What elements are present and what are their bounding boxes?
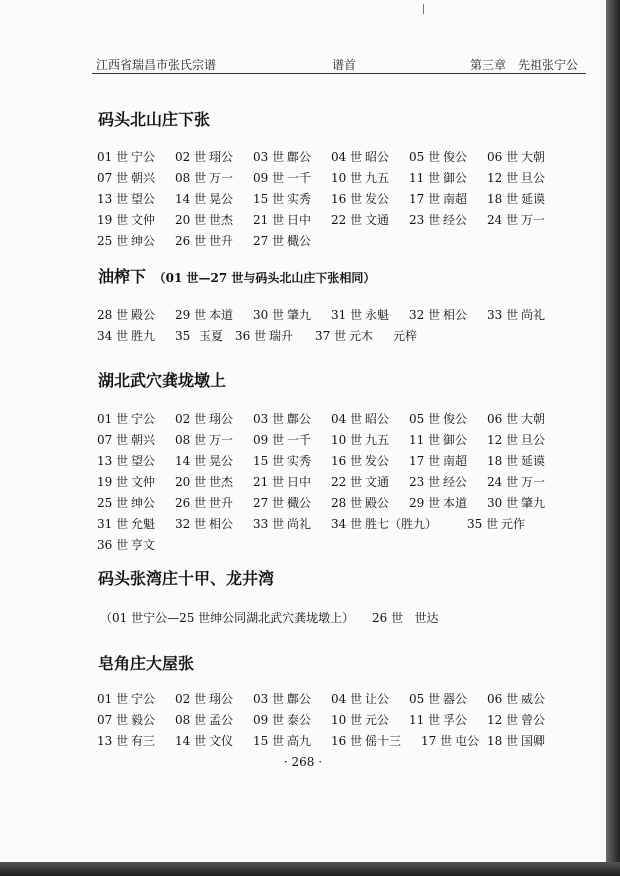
generation-entry: 07 世 朝兴 (97, 433, 156, 447)
generation-entry: 13 世 望公 (97, 192, 156, 206)
section-note: （01 世宁公—25 世绅公同湖北武穴龚垅墩上） (100, 611, 355, 625)
generation-entry: 04 世 让公 (331, 692, 390, 706)
generation-entry: 25 世 绅公 (97, 496, 156, 510)
header-rule (92, 73, 586, 74)
generation-entry: 31 世 允魁 (97, 517, 156, 531)
section-note-line (100, 609, 439, 626)
generation-entry: 25 世 绅公 (97, 234, 156, 248)
generation-entry: 19 世 文仲 (97, 213, 156, 227)
generation-entry: 32 世 相公 (409, 308, 468, 322)
section-title: 皂角庄大屋张 (98, 654, 195, 673)
generation-entry: 05 世 器公 (409, 692, 468, 706)
generation-entry: 08 世 万一 (175, 171, 234, 185)
generation-entry: 15 世 高九 (253, 734, 312, 748)
generation-entry: 07 世 朝兴 (97, 171, 156, 185)
generation-entry: 05 世 俊公 (409, 150, 468, 164)
generation-entry: 03 世 鄜公 (253, 412, 312, 426)
generation-entry: 09 世 一千 (253, 433, 312, 447)
page-number: · 268 · (283, 755, 323, 769)
generation-entry: 05 世 俊公 (409, 412, 468, 426)
generation-entry: 11 世 御公 (409, 433, 468, 447)
generation-entry: 32 世 相公 (175, 517, 234, 531)
page-header (96, 56, 582, 72)
generation-entry: 30 世 肇九 (253, 308, 312, 322)
generation-entry: 20 世 世杰 (175, 475, 234, 489)
generation-entry: 元梓 (393, 329, 418, 343)
generation-entry: 09 世 一千 (253, 171, 312, 185)
section-title (98, 264, 375, 287)
generation-entry: 31 世 永魁 (331, 308, 390, 322)
generation-entry: 27 世 檝公 (253, 496, 312, 510)
generation-entry: 04 世 昭公 (331, 412, 390, 426)
generation-entry: 06 世 大朝 (487, 412, 546, 426)
generation-entry: 37 世 元木 (315, 329, 374, 343)
header-book-title: 江西省瑞昌市张氏宗谱 (96, 58, 217, 72)
generation-entry: 02 世 珝公 (175, 150, 234, 164)
generation-entry: 13 世 望公 (97, 454, 156, 468)
header-section: 谱首 (332, 58, 357, 72)
generation-entry: 12 世 旦公 (487, 433, 546, 447)
section-title: 湖北武穴龚垅墩上 (98, 371, 227, 390)
generation-entry: 14 世 晃公 (175, 454, 234, 468)
generation-entry: 28 世 殿公 (331, 496, 390, 510)
generation-entry: 02 世 珝公 (175, 692, 234, 706)
generation-entry: 16 世 发公 (331, 454, 390, 468)
scan-edge-bottom (0, 862, 620, 876)
generation-entry: 07 世 毅公 (97, 713, 156, 727)
generation-entry: 11 世 御公 (409, 171, 468, 185)
generation-entry: 23 世 经公 (409, 475, 468, 489)
generation-entry: 01 世 宁公 (97, 150, 156, 164)
generation-entry: 13 世 有三 (97, 734, 156, 748)
generation-entry: 15 世 实秀 (253, 192, 312, 206)
generation-entry: 01 世 宁公 (97, 692, 156, 706)
generation-entry: 23 世 经公 (409, 213, 468, 227)
generation-entry: 14 世 晃公 (175, 192, 234, 206)
scan-edge-right (606, 0, 620, 876)
generation-entry: 22 世 文通 (331, 475, 390, 489)
generation-entry: 33 世 尚礼 (253, 517, 312, 531)
generation-entry: 17 世 南超 (409, 454, 468, 468)
generation-entry: 12 世 曾公 (487, 713, 546, 727)
scan-mark (423, 4, 424, 14)
section-note: （01 世—27 世与码头北山庄下张相同） (153, 271, 376, 285)
generation-entry: 17 世 屯公 (421, 734, 480, 748)
generation-entry: 10 世 九五 (331, 433, 390, 447)
generation-entry: 17 世 南超 (409, 192, 468, 206)
generation-entry: 24 世 万一 (487, 213, 546, 227)
generation-entry: 29 世 本道 (175, 308, 234, 322)
generation-entry: 36 世 亨文 (97, 538, 156, 552)
generation-entry: 26 世 世升 (175, 496, 234, 510)
header-chapter: 第三章 先祖张宁公 (469, 58, 578, 72)
generation-entry: 19 世 文仲 (97, 475, 156, 489)
generation-entry: 04 世 昭公 (331, 150, 390, 164)
section-title-text: 油榨下 (98, 267, 147, 286)
generation-entry: 09 世 泰公 (253, 713, 312, 727)
generation-entry: 08 世 孟公 (175, 713, 234, 727)
generation-entry: 34 世 胜九 (97, 329, 156, 343)
generation-entry: 26 世 世达 (372, 611, 439, 625)
generation-entry: 33 世 尚礼 (487, 308, 546, 322)
generation-entry: 10 世 九五 (331, 171, 390, 185)
section-title: 码头北山庄下张 (98, 110, 211, 129)
generation-entry: 03 世 鄜公 (253, 150, 312, 164)
generation-entry: 12 世 旦公 (487, 171, 546, 185)
generation-entry: 06 世 大朝 (487, 150, 546, 164)
generation-entry: 20 世 世杰 (175, 213, 234, 227)
generation-entry: 10 世 元公 (331, 713, 390, 727)
generation-entry: 21 世 日中 (253, 213, 312, 227)
generation-entry: 03 世 鄜公 (253, 692, 312, 706)
generation-entry: 15 世 实秀 (253, 454, 312, 468)
generation-entry: 06 世 威公 (487, 692, 546, 706)
generation-entry: 22 世 文通 (331, 213, 390, 227)
section-title: 码头张湾庄十甲、龙井湾 (98, 569, 275, 588)
generation-entry: 35 世 元作 (467, 517, 526, 531)
generation-entry: 26 世 世升 (175, 234, 234, 248)
generation-entry: 18 世 延谟 (487, 192, 546, 206)
generation-entry: 28 世 殿公 (97, 308, 156, 322)
generation-entry: 18 世 国卿 (487, 734, 546, 748)
generation-entry: 18 世 延谟 (487, 454, 546, 468)
generation-entry: 36 世 瑞升 (235, 329, 294, 343)
generation-entry: 02 世 珝公 (175, 412, 234, 426)
generation-entry: 08 世 万一 (175, 433, 234, 447)
generation-entry: 21 世 日中 (253, 475, 312, 489)
generation-entry: 30 世 肇九 (487, 496, 546, 510)
generation-entry: 11 世 孚公 (409, 713, 468, 727)
generation-entry: 16 世 发公 (331, 192, 390, 206)
generation-entry: 01 世 宁公 (97, 412, 156, 426)
generation-entry: 16 世 傜十三 (331, 734, 402, 748)
generation-entry: 24 世 万一 (487, 475, 546, 489)
generation-entry: 27 世 檝公 (253, 234, 312, 248)
generation-entry: 14 世 文仪 (175, 734, 234, 748)
generation-entry: 34 世 胜七（胜九） (331, 517, 438, 531)
generation-entry: 35 玉夏 (175, 329, 224, 343)
generation-entry: 29 世 本道 (409, 496, 468, 510)
